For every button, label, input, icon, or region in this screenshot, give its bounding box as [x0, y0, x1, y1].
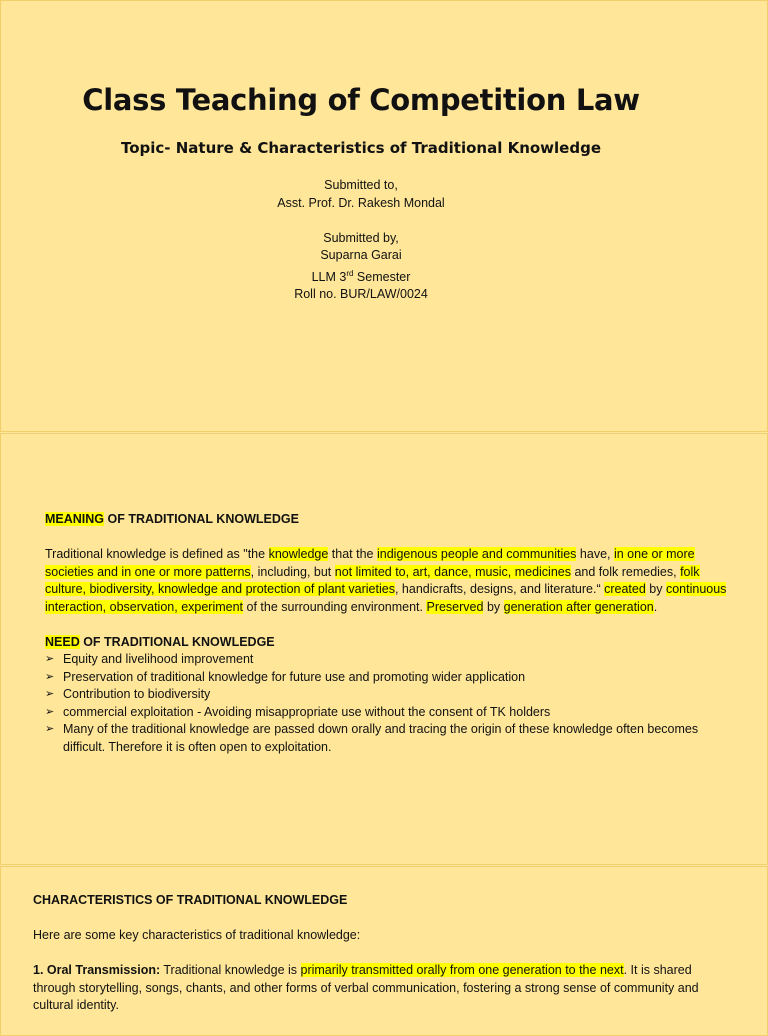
need-heading: NEED OF TRADITIONAL KNOWLEDGE [45, 634, 275, 649]
list-item: ➢ Many of the traditional knowledge are passed down orally and tracing the origin of these knowledge often becomes difficult. Therefore it is often open to exploitation. [45, 721, 733, 756]
slide3-body [33, 892, 733, 1015]
title-slide [0, 0, 768, 432]
submitted-to-name: Asst. Prof. Dr. Rakesh Mondal [277, 195, 445, 210]
need-bullet-list [45, 651, 733, 756]
list-item: ➢ Preservation of traditional knowledge for future use and promoting wider application [45, 669, 733, 687]
list-item: ➢ commercial exploitation - Avoiding misappropriate use without the consent of TK holders [45, 704, 733, 722]
submitted-by-label: Submitted by, [323, 230, 399, 245]
course-line: LLM 3rd Semester [311, 268, 411, 284]
student-name: Suparna Garai [320, 248, 402, 262]
slide-subtitle: Topic- Nature & Characteristics of Traditional Knowledge [120, 139, 601, 157]
list-item: ➢ Equity and livelihood improvement [45, 651, 733, 669]
submitted-to-label: Submitted to, [324, 178, 398, 192]
slide2-body [45, 511, 733, 756]
oral-transmission-item: 1. Oral Transmission: Traditional knowledge is primarily transmitted orally from one generation to the next. It is shared through storytelling, songs, chants, and other forms of verbal communication, fostering a strong sense of community and cultural identity. [33, 963, 699, 1012]
roll-number: Roll no. BUR/LAW/0024 [294, 287, 428, 302]
meaning-heading: MEANING OF TRADITIONAL KNOWLEDGE [45, 512, 299, 526]
submission-credits [1, 177, 721, 304]
characteristics-heading: CHARACTERISTICS OF TRADITIONAL KNOWLEDGE [33, 893, 348, 907]
slide-title: Class Teaching of Competition Law [82, 83, 640, 117]
definition-paragraph: Traditional knowledge is defined as "the knowledge that the indigenous people and communities have, in one or more societies and in one or more patterns, including, but not limited to, art, dance, music, medicines and folk remedies, folk culture, biodiversity, knowledge and protection of plant varieties, handicrafts, designs, and literature.“ created by continuous interaction, observation, experiment of the surrounding environment. Preserved by generation after generation. [45, 547, 727, 614]
list-item: ➢ Contribution to biodiversity [45, 686, 733, 704]
meaning-need-slide [0, 433, 768, 865]
characteristics-slide [0, 866, 768, 1036]
characteristics-intro: Here are some key characteristics of traditional knowledge: [33, 928, 361, 942]
